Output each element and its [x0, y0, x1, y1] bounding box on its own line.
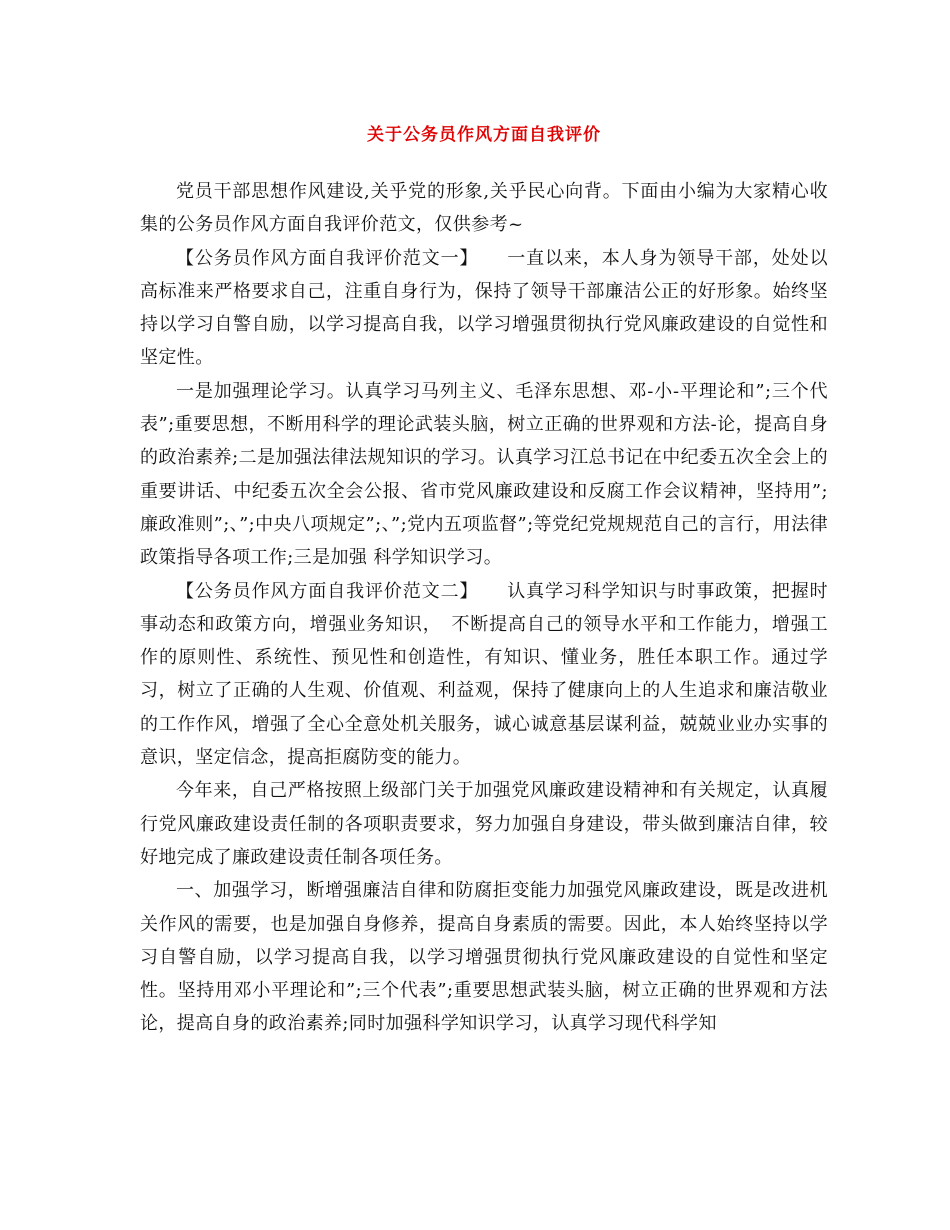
paragraph-intro: 党员干部思想作风建设,关乎党的形象,关乎民心向背。下面由小编为大家精心收集的公务员作风方面自我评价范文，仅供参考~ [140, 181, 828, 236]
paragraph-theory-study: 一是加强理论学习。认真学习马列主义、毛泽东思想、邓-小-平理论和”;三个代表”;重要思想，不断用科学的理论武装头脑，树立正确的世界观和方法-论，提高自身的政治素养;二是加强法律法规知识的学习。认真学习江总书记在中纪委五次全会上的重要讲话、中纪委五次全会公报、省市党风廉政建设和反腐工作会议精神，坚持用”;廉政准则”;、”;中央八项规定”;、”;党内五项监督”;等党纪党规规范自己的言行，用法律政策指导各项工作;三是加强 科学知识学习。 [140, 380, 828, 569]
paragraph-sample-two: 【公务员作风方面自我评价范文二】 认真学习科学知识与时事政策，把握时事动态和政策方向，增强业务知识， 不断提高自己的领导水平和工作能力，增强工作的原则性、系统性、预见性和创造性，有知识、懂业务，胜任本职工作。通过学习，树立了正确的人生观、价值观、利益观，保持了健康向上的人生追求和廉洁敬业的工作作风，增强了全心全意处机关服务，诚心诚意基层谋利益，兢兢业业办实事的意识，坚定信念，提高拒腐防变的能力。 [140, 580, 828, 769]
document-title: 关于公务员作风方面自我评价 [367, 125, 601, 145]
paragraph-this-year: 今年来，自己严格按照上级部门关于加强党风廉政建设精神和有关规定，认真履行党风廉政建设责任制的各项职责要求，努力加强自身建设，带头做到廉洁自律，较好地完成了廉政建设责任制各项任务。 [140, 780, 828, 868]
paragraph-sample-one: 【公务员作风方面自我评价范文一】 一直以来，本人身为领导干部，处处以高标准来严格要求自己，注重自身行为，保持了领导干部廉洁公正的好形象。始终坚持以学习自警自励，以学习提高自我，以学习增强贯彻执行党风廉政建设的自觉性和坚定性。 [140, 247, 828, 369]
paragraph-strengthen-study: 一、加强学习，断增强廉洁自律和防腐拒变能力加强党风廉政建设，既是改进机关作风的需要，也是加强自身修养，提高自身素质的需要。因此，本人始终坚持以学习自警自励，以学习提高自我，以学习增强贯彻执行党风廉政建设的自觉性和坚定性。坚持用邓小平理论和”;三个代表”;重要思想武装头脑，树立正确的世界观和方法论，提高自身的政治素养;同时加强科学知识学习，认真学习现代科学知 [140, 880, 828, 1035]
